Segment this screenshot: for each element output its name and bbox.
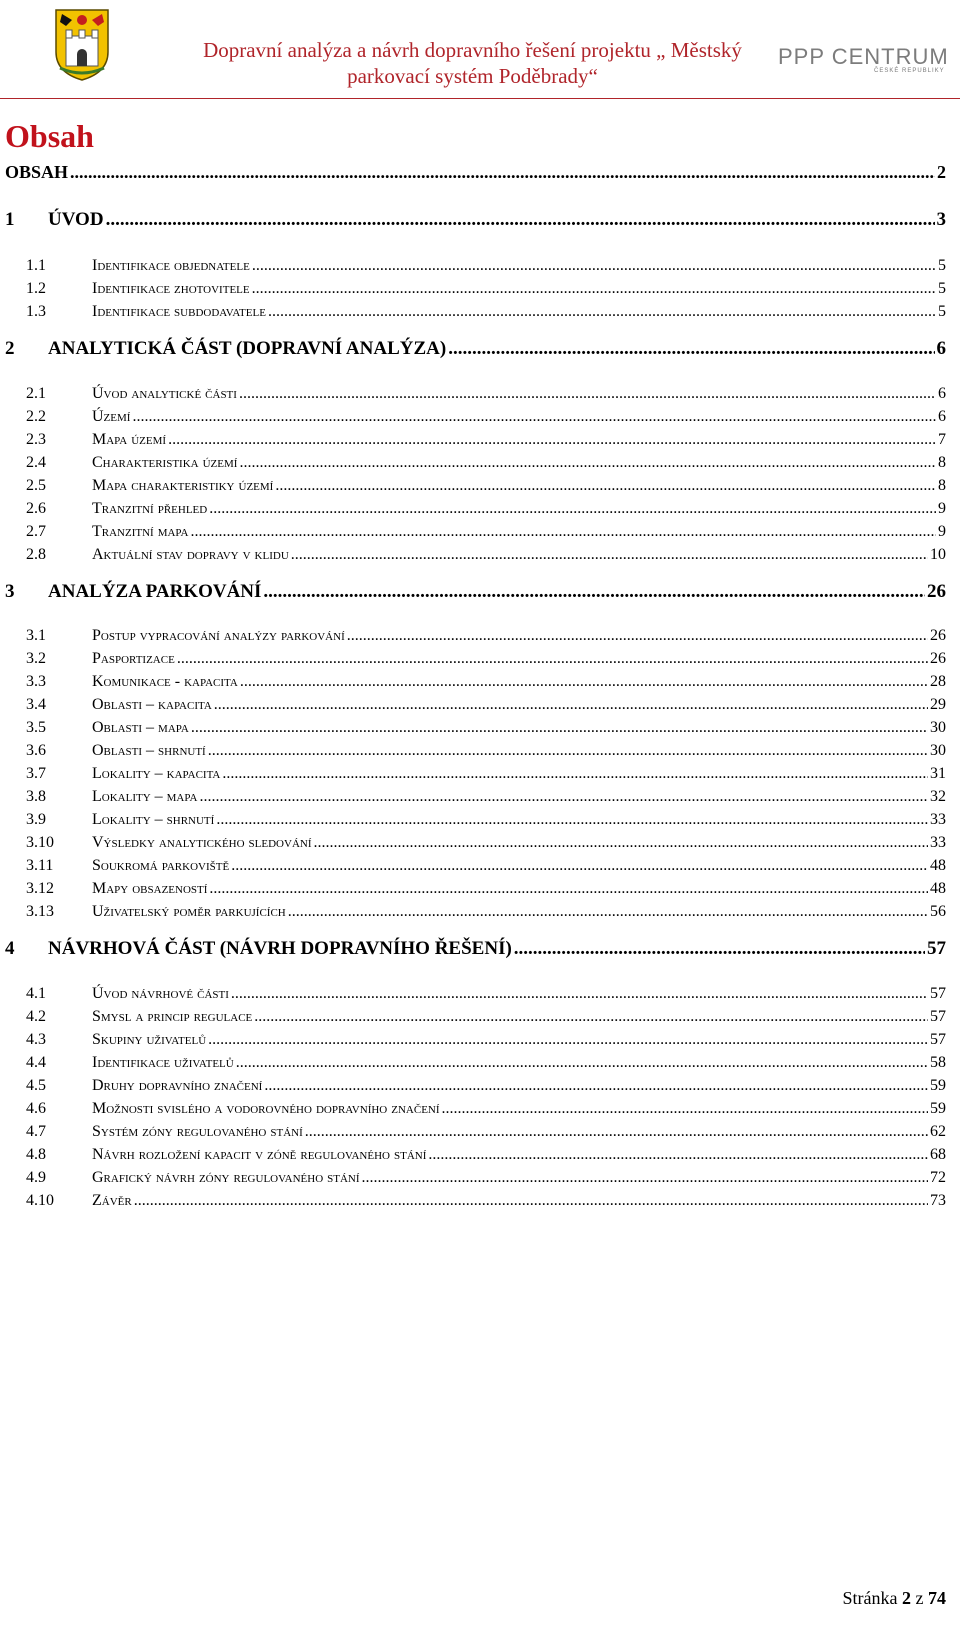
city-coat-of-arms-logo [52, 6, 112, 82]
toc-entry-number: 1.2 [26, 280, 46, 297]
toc-entry[interactable] [0, 719, 960, 743]
toc-entry-number: 2 [5, 338, 15, 359]
toc-entry-number: 4.2 [26, 1008, 46, 1025]
toc-dot-leader [448, 338, 934, 360]
toc-entry-number: 1.3 [26, 303, 46, 320]
toc-entry-page: 57 [927, 938, 946, 959]
toc-dot-leader [314, 834, 929, 852]
toc-dot-leader [252, 257, 936, 275]
toc-entry-title: ÚVOD [48, 209, 104, 230]
toc-entry-page: 73 [930, 1192, 946, 1209]
toc-entry-title: Závěr [92, 1192, 132, 1209]
toc-entry[interactable] [0, 1169, 960, 1193]
toc-entry-number: 3.12 [26, 880, 54, 897]
toc-entry-page: 6 [938, 408, 946, 425]
toc-entry[interactable] [0, 431, 960, 455]
toc-entry[interactable] [0, 1123, 960, 1147]
toc-dot-leader [236, 1054, 928, 1072]
toc-entry[interactable] [0, 696, 960, 720]
toc-entry-page: 6 [936, 338, 946, 359]
toc-entry-title: Úvod analytické části [92, 385, 237, 402]
toc-entry-number: 2.3 [26, 431, 46, 448]
toc-dot-leader [263, 581, 925, 603]
ppp-centrum-logo [778, 44, 950, 74]
toc-entry-title: Území [92, 408, 131, 425]
toc-entry-title: Postup vypracování analýzy parkování [92, 627, 345, 644]
toc-entry-number: 3.11 [26, 857, 54, 874]
toc-entry-title: Uživatelský poměr parkujících [92, 903, 286, 920]
toc-entry-title: Identifikace zhotovitele [92, 280, 250, 297]
toc-entry-title: Tranzitní mapa [92, 523, 189, 540]
footer-total-pages: 74 [928, 1588, 946, 1608]
toc-dot-leader [362, 1169, 928, 1187]
toc-entry-page: 29 [930, 696, 946, 713]
toc-entry[interactable] [0, 1192, 960, 1216]
page-header [0, 0, 960, 100]
toc-entry-page: 30 [930, 742, 946, 759]
toc-entry[interactable] [0, 1008, 960, 1032]
header-divider [0, 98, 960, 99]
toc-entry[interactable] [0, 903, 960, 927]
toc-entry-page: 68 [930, 1146, 946, 1163]
toc-dot-leader [252, 280, 936, 298]
footer-page-number: 2 [902, 1588, 911, 1608]
toc-dot-leader [288, 903, 928, 921]
toc-dot-leader [209, 880, 928, 898]
toc-entry[interactable] [0, 280, 960, 304]
toc-entry[interactable] [0, 1100, 960, 1124]
toc-entry-number: 3.3 [26, 673, 46, 690]
toc-entry[interactable] [0, 209, 960, 233]
ppp-centrum-logo-text: PPP CENTRUM [778, 44, 949, 69]
toc-entry-title: Smysl a princip regulace [92, 1008, 253, 1025]
toc-dot-leader [199, 788, 928, 806]
toc-dot-leader [222, 765, 928, 783]
toc-entry-number: 4.3 [26, 1031, 46, 1048]
toc-entry[interactable] [0, 985, 960, 1009]
toc-entry[interactable] [0, 857, 960, 881]
toc-entry-page: 57 [930, 1031, 946, 1048]
toc-dot-leader [209, 500, 936, 518]
toc-entry-page: 57 [930, 1008, 946, 1025]
toc-entry-number: 4 [5, 938, 15, 959]
document-title-line-1: Dopravní analýza a návrh dopravního řešení projektu „ Městský [203, 38, 742, 62]
toc-entry[interactable] [0, 742, 960, 766]
toc-entry[interactable] [0, 408, 960, 432]
toc-entry-title: Lokality – kapacita [92, 765, 221, 782]
toc-entry[interactable] [0, 788, 960, 812]
toc-entry-title: Komunikace - kapacita [92, 673, 238, 690]
toc-entry[interactable] [0, 546, 960, 570]
toc-entry-page: 62 [930, 1123, 946, 1140]
toc-dot-leader [208, 742, 928, 760]
toc-entry-number: 4.5 [26, 1077, 46, 1094]
toc-entry-title: Druhy dopravního značení [92, 1077, 263, 1094]
toc-entry[interactable] [0, 162, 960, 186]
toc-entry[interactable] [0, 385, 960, 409]
toc-entry-number: 2.5 [26, 477, 46, 494]
toc-entry-title: NÁVRHOVÁ ČÁST (NÁVRH DOPRAVNÍHO ŘEŠENÍ) [48, 938, 512, 959]
toc-entry-title: Návrh rozložení kapacit v zóně regulovaného stání [92, 1146, 427, 1163]
toc-entry[interactable] [0, 880, 960, 904]
toc-entry-number: 1.1 [26, 257, 46, 274]
toc-dot-leader [442, 1100, 928, 1118]
toc-dot-leader [214, 696, 928, 714]
toc-entry-number: 3.10 [26, 834, 54, 851]
toc-entry[interactable] [0, 338, 960, 362]
toc-dot-leader [268, 303, 936, 321]
toc-dot-leader [190, 523, 936, 541]
toc-entry-title: Oblasti – kapacita [92, 696, 212, 713]
toc-entry-title: Identifikace uživatelů [92, 1054, 234, 1071]
footer-of-label: z [915, 1588, 924, 1608]
toc-entry-title: ANALÝZA PARKOVÁNÍ [48, 581, 262, 602]
toc-dot-leader [208, 1031, 928, 1049]
toc-entry-page: 10 [930, 546, 946, 563]
toc-entry-number: 2.4 [26, 454, 46, 471]
toc-entry-title: Oblasti – shrnutí [92, 742, 206, 759]
toc-entry-title: Oblasti – mapa [92, 719, 189, 736]
toc-entry-title: Úvod návrhové části [92, 985, 229, 1002]
toc-entry[interactable] [0, 500, 960, 524]
page-footer [843, 1588, 946, 1609]
toc-dot-leader [216, 811, 928, 829]
toc-entry-page: 30 [930, 719, 946, 736]
toc-entry-number: 2.6 [26, 500, 46, 517]
toc-entry-page: 26 [930, 650, 946, 667]
toc-dot-leader [291, 546, 928, 564]
toc-entry-number: 3.1 [26, 627, 46, 644]
toc-entry-number: 4.10 [26, 1192, 54, 1209]
toc-entry-number: 1 [5, 209, 15, 230]
toc-entry-page: 5 [938, 303, 946, 320]
toc-entry-title: Identifikace subdodavatele [92, 303, 266, 320]
toc-dot-leader [231, 985, 928, 1003]
toc-entry-page: 26 [927, 581, 946, 602]
toc-entry-page: 72 [930, 1169, 946, 1186]
toc-entry-title: Identifikace objednatele [92, 257, 250, 274]
toc-entry-title: Mapy obsazeností [92, 880, 208, 897]
toc-entry-page: 59 [930, 1077, 946, 1094]
toc-entry[interactable] [0, 627, 960, 651]
toc-entry-page: 33 [930, 811, 946, 828]
toc-entry-title: Pasportizace [92, 650, 175, 667]
toc-dot-leader [239, 385, 936, 403]
toc-entry[interactable] [0, 303, 960, 327]
toc-entry[interactable] [0, 650, 960, 674]
toc-entry-title: Skupiny uživatelů [92, 1031, 207, 1048]
toc-entry-title: Lokality – shrnutí [92, 811, 215, 828]
toc-entry-page: 9 [938, 500, 946, 517]
toc-entry-number: 3.9 [26, 811, 46, 828]
toc-entry-number: 3.6 [26, 742, 46, 759]
toc-entry-page: 5 [938, 257, 946, 274]
toc-entry-page: 31 [930, 765, 946, 782]
toc-dot-leader [254, 1008, 928, 1026]
toc-entry[interactable] [0, 834, 960, 858]
toc-entry[interactable] [0, 454, 960, 478]
toc-entry-number: 4.1 [26, 985, 46, 1002]
toc-entry-number: 3.8 [26, 788, 46, 805]
contents-heading: Obsah [5, 118, 94, 154]
toc-dot-leader [240, 673, 928, 691]
toc-entry-number: 4.4 [26, 1054, 46, 1071]
toc-entry-page: 5 [938, 280, 946, 297]
toc-entry-page: 59 [930, 1100, 946, 1117]
toc-entry[interactable] [0, 765, 960, 789]
toc-entry-title: Grafický návrh zóny regulovaného stání [92, 1169, 360, 1186]
toc-entry[interactable] [0, 673, 960, 697]
toc-entry-title: Lokality – mapa [92, 788, 198, 805]
toc-entry[interactable] [0, 581, 960, 605]
toc-entry-number: 2.2 [26, 408, 46, 425]
toc-entry[interactable] [0, 938, 960, 962]
toc-entry-number: 3.5 [26, 719, 46, 736]
toc-entry-number: 4.7 [26, 1123, 46, 1140]
toc-entry-page: 56 [930, 903, 946, 920]
toc-entry[interactable] [0, 257, 960, 281]
toc-dot-leader [514, 938, 925, 960]
toc-entry-title: Možnosti svislého a vodorovného dopravního značení [92, 1100, 440, 1117]
toc-dot-leader [305, 1123, 928, 1141]
toc-dot-leader [347, 627, 928, 645]
toc-dot-leader [428, 1146, 928, 1164]
toc-entry-page: 7 [938, 431, 946, 448]
toc-entry-number: 3.7 [26, 765, 46, 782]
toc-dot-leader [191, 719, 928, 737]
ppp-centrum-logo-subtext: ČESKÉ REPUBLIKY [874, 68, 945, 74]
toc-entry-title: Mapa území [92, 431, 167, 448]
toc-dot-leader [106, 209, 935, 231]
toc-entry-title: Charakteristika území [92, 454, 238, 471]
toc-entry[interactable] [0, 1077, 960, 1101]
toc-entry-title: Systém zóny regulovaného stání [92, 1123, 303, 1140]
toc-entry[interactable] [0, 1031, 960, 1055]
toc-entry-number: 4.6 [26, 1100, 46, 1117]
toc-dot-leader [132, 408, 936, 426]
toc-dot-leader [264, 1077, 928, 1095]
toc-entry-page: 32 [930, 788, 946, 805]
toc-entry-page: 2 [937, 162, 946, 182]
document-title [195, 37, 750, 89]
toc-entry-page: 26 [930, 627, 946, 644]
toc-entry-number: 2.8 [26, 546, 46, 563]
toc-dot-leader [168, 431, 936, 449]
toc-dot-leader [134, 1192, 928, 1210]
toc-entry[interactable] [0, 523, 960, 547]
toc-entry-page: 57 [930, 985, 946, 1002]
toc-entry[interactable] [0, 1054, 960, 1078]
toc-entry-page: 8 [938, 477, 946, 494]
toc-dot-leader [275, 477, 936, 495]
toc-entry-number: 3 [5, 581, 15, 602]
toc-entry-title: ANALYTICKÁ ČÁST (DOPRAVNÍ ANALÝZA) [48, 338, 447, 359]
toc-entry-page: 48 [930, 880, 946, 897]
toc-entry[interactable] [0, 811, 960, 835]
toc-entry[interactable] [0, 477, 960, 501]
toc-entry-page: 48 [930, 857, 946, 874]
toc-entry-title: Mapa charakteristiky území [92, 477, 274, 494]
toc-entry-page: 9 [938, 523, 946, 540]
toc-dot-leader [70, 162, 935, 183]
toc-entry-number: 4.8 [26, 1146, 46, 1163]
toc-entry-page: 8 [938, 454, 946, 471]
toc-dot-leader [231, 857, 928, 875]
toc-dot-leader [239, 454, 936, 472]
toc-entry-number: 3.2 [26, 650, 46, 667]
toc-entry-page: 33 [930, 834, 946, 851]
toc-entry-number: 2.1 [26, 385, 46, 402]
toc-entry-page: 58 [930, 1054, 946, 1071]
document-title-line-2: parkovací systém Poděbrady“ [347, 64, 598, 88]
toc-entry-title: Tranzitní přehled [92, 500, 208, 517]
toc-entry[interactable] [0, 1146, 960, 1170]
toc-entry-title: OBSAH [5, 162, 69, 182]
toc-entry-number: 3.13 [26, 903, 54, 920]
toc-entry-page: 6 [938, 385, 946, 402]
toc-entry-number: 3.4 [26, 696, 46, 713]
toc-entry-title: Soukromá parkoviště [92, 857, 230, 874]
toc-dot-leader [177, 650, 928, 668]
toc-entry-page: 3 [936, 209, 946, 230]
toc-entry-title: Aktuální stav dopravy v klidu [92, 546, 289, 563]
toc-entry-number: 4.9 [26, 1169, 46, 1186]
toc-entry-page: 28 [930, 673, 946, 690]
toc-entry-number: 2.7 [26, 523, 46, 540]
toc-entry-title: Výsledky analytického sledování [92, 834, 312, 851]
footer-page-label: Stránka [842, 1588, 898, 1608]
